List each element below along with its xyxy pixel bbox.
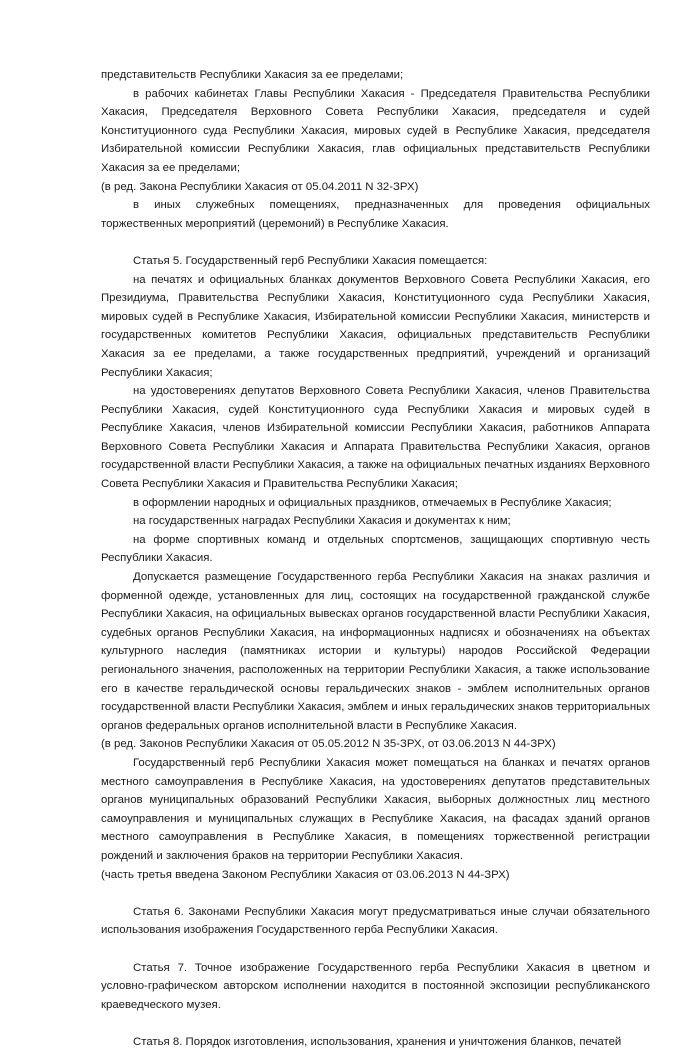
- spacer: [101, 940, 650, 959]
- article-7: Статья 7. Точное изображение Государственного герба Республики Хакасия в цветном и условно-графическом авторском исполнении находится в постоянной экспозиции республиканского краеведческого музея.: [101, 961, 650, 1011]
- paragraph-offices: в рабочих кабинетах Главы Республики Хакасия - Председателя Правительства Республики Хакасия, Председателя Верховного Совета Республики Хакасия, председателя и судей Конституционного суда Республики Хакасия, мировых судей в Республике Хакасия, председателя Избирательной комиссии Республики Хакасия, глав официальных представительств Республики Хакасия за ее пределами;: [101, 87, 650, 174]
- article-5-item: на удостоверениях депутатов Верховного Совета Республики Хакасия, членов Правительства Республики Хакасия, судей Конституционного суда Республики Хакасия и мировых судей в Республике Хакасия, членов Избирательной комиссии Республики Хакасия, работников Аппарата Верховного Совета Республики Хакасия и Аппарата Правительства Республики Хакасия, органов государственной власти Республики Хакасия, а также на официальных печатных изданиях Верховного Совета Республики Хакасия и Правительства Республики Хакасия;: [101, 385, 650, 491]
- amendment-note: (в ред. Законов Республики Хакасия от 05.05.2012 N 35-ЗРХ, от 03.06.2013 N 44-ЗРХ): [101, 738, 556, 751]
- paragraph-ceremonial-rooms: в иных служебных помещениях, предназначенных для проведения официальных торжественных мероприятий (церемоний) в Республике Хакасия.: [101, 199, 650, 230]
- article-5-item: на форме спортивных команд и отдельных спортсменов, защищающих спортивную честь Республики Хакасия.: [101, 533, 650, 565]
- amendment-note: (часть третья введена Законом Республики Хакасия от 03.06.2013 N 44-ЗРХ): [101, 868, 510, 881]
- paragraph-continuation: представительств Республики Хакасия за ее пределами;: [101, 69, 404, 81]
- document-page: [101, 66, 650, 1051]
- spacer: [101, 1014, 650, 1033]
- article-5-item: в оформлении народных и официальных праздников, отмечаемых в Республике Хакасия;: [133, 496, 612, 509]
- spacer: [101, 884, 650, 903]
- article-5-item: на печатях и официальных бланках документов Верховного Совета Республики Хакасия, его Президиума, Правительства Республики Хакасия, Конституционного суда Республики Хакасия, мировых судей в Республике Хакасия, Избирательной комиссии Республики Хакасия, министерств и государственных комитетов Республики Хакасия, официальных представительств Республики Хакасия за ее пределами, а также государственных предприятий, учреждений и организаций Республики Хакасия;: [101, 273, 650, 379]
- article-5-item: на государственных наградах Республики Хакасия и документах к ним;: [133, 515, 511, 528]
- article-5-heading: Статья 5. Государственный герб Республики Хакасия помещается:: [133, 254, 488, 267]
- article-5-part-2: Допускается размещение Государственного герба Республики Хакасия на знаках различия и форменной одежде, установленных для лиц, состоящих на государственной гражданской службе Республики Хакасия, на официальных вывесках органов государственной власти Республики Хакасия, судебных органов Республики Хакасия, на информационных надписях и обозначениях на объектах культурного наследия (памятниках истории и культуры) народов Российской Федерации регионального значения, расположенных на территории Республики Хакасия, а также использование его в качестве геральдической основы геральдических знаков - эмблем исполнительных органов государственной власти Республики Хакасия, эмблем и иных геральдических знаков территориальных органов федеральных органов исполнительной власти в Республике Хакасия.: [101, 571, 650, 732]
- article-5-part-3: Государственный герб Республики Хакасия может помещаться на бланках и печатях органов местного самоуправления в Республике Хакасия, на удостоверениях депутатов представительных органов муниципальных образований Республики Хакасия, выборных должностных лиц местного самоуправления и муниципальных служащих в Республике Хакасия, на фасадах зданий органов местного самоуправления в Республике Хакасия, в помещениях торжественной регистрации рождений и заключения браков на территории Республики Хакасия.: [101, 756, 650, 862]
- amendment-note: (в ред. Закона Республики Хакасия от 05.04.2011 N 32-ЗРХ): [101, 180, 419, 193]
- spacer: [101, 233, 650, 252]
- article-8: Статья 8. Порядок изготовления, использования, хранения и уничтожения бланков, печатей: [133, 1035, 622, 1048]
- article-6: Статья 6. Законами Республики Хакасия могут предусматриваться иные случаи обязательного использования изображения Государственного герба Республики Хакасия.: [101, 905, 650, 937]
